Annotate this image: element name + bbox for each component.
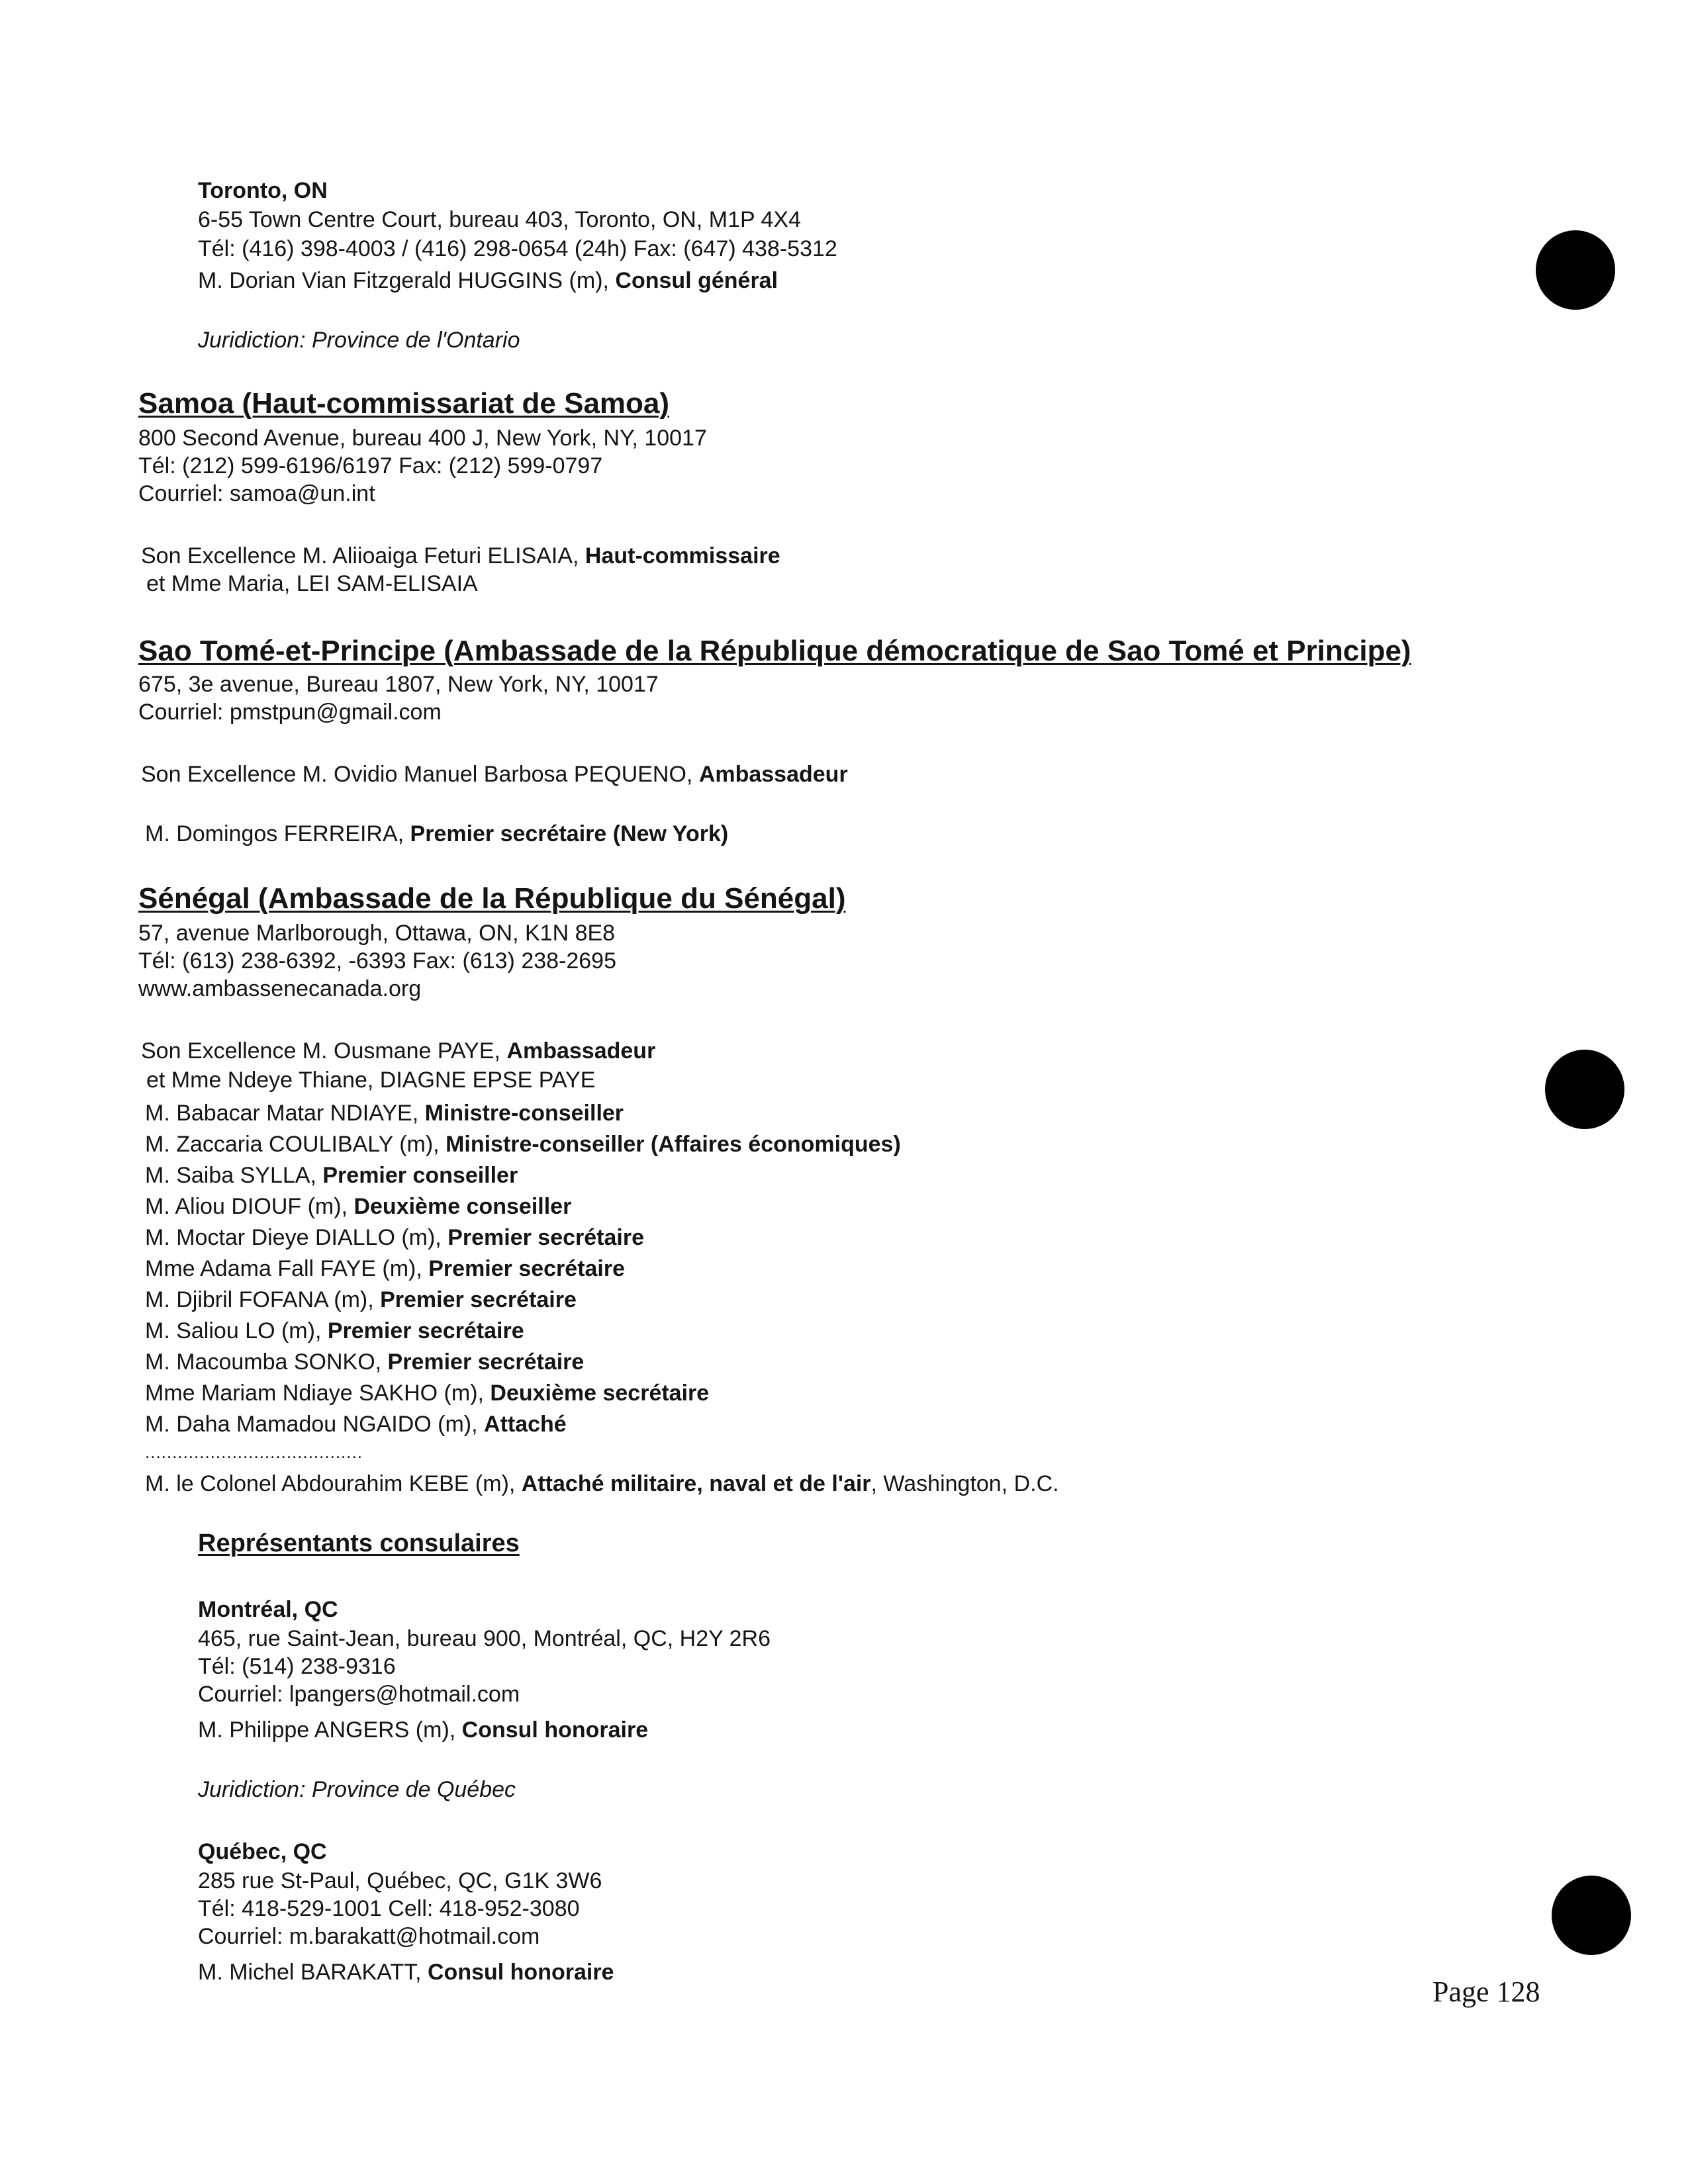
- toronto-address: 6-55 Town Centre Court, bureau 403, Toronto, ON, M1P 4X4: [198, 207, 801, 232]
- staff-name: M. Moctar Dieye DIALLO (m),: [145, 1225, 448, 1250]
- staff-title: Premier secrétaire: [327, 1318, 524, 1343]
- senegal-staff-row: [145, 1254, 625, 1283]
- staff-title: Deuxième conseiller: [353, 1194, 572, 1219]
- senegal-staff-row: [145, 1285, 577, 1314]
- saotome-heading: Sao Tomé-et-Principe (Ambassade de la République démocratique de Sao Tomé et Principe): [138, 635, 1411, 667]
- staff-title: Ministre-conseiller: [424, 1101, 624, 1126]
- senegal-staff-row: [145, 1410, 567, 1439]
- senegal-phone: Tél: (613) 238-6392, -6393 Fax: (613) 238-2695: [138, 948, 617, 974]
- staff-title: Premier secrétaire: [387, 1349, 585, 1375]
- saotome-head-name: Son Excellence M. Ovidio Manuel Barbosa PEQUENO,: [141, 762, 699, 787]
- quebec-person-title: Consul honoraire: [428, 1960, 614, 1985]
- montreal-person-name: M. Philippe ANGERS (m),: [198, 1717, 462, 1743]
- montreal-email: Courriel: lpangers@hotmail.com: [198, 1682, 520, 1707]
- montreal-person: [198, 1715, 648, 1745]
- senegal-spouse: et Mme Ndeye Thiane, DIAGNE EPSE PAYE: [146, 1068, 596, 1093]
- staff-title: Premier secrétaire: [380, 1287, 577, 1312]
- staff-name: M. Daha Mamadou NGAIDO (m),: [145, 1412, 485, 1437]
- montreal-address: 465, rue Saint-Jean, bureau 900, Montréal, QC, H2Y 2R6: [198, 1626, 771, 1651]
- senegal-staff-row: [145, 1161, 518, 1190]
- staff-name: M. Saliou LO (m),: [145, 1318, 328, 1343]
- montreal-city: Montréal, QC: [198, 1597, 338, 1622]
- quebec-email: Courriel: m.barakatt@hotmail.com: [198, 1924, 540, 1949]
- staff-name: M. Macoumba SONKO,: [145, 1349, 388, 1375]
- staff-title: Premier conseiller: [322, 1163, 518, 1188]
- samoa-head-title: Haut-commissaire: [585, 543, 780, 569]
- staff-name: M. Djibril FOFANA (m),: [145, 1287, 381, 1312]
- senegal-website: www.ambassenecanada.org: [138, 976, 422, 1001]
- senegal-staff-row: [145, 1316, 524, 1345]
- samoa-email: Courriel: samoa@un.int: [138, 481, 375, 506]
- senegal-staff-row: [145, 1223, 644, 1252]
- toronto-city: Toronto, ON: [198, 178, 328, 203]
- staff-name: Mme Adama Fall FAYE (m),: [145, 1256, 429, 1281]
- toronto-person-title: Consul général: [615, 268, 778, 293]
- senegal-military-attache: [145, 1469, 1059, 1498]
- toronto-person: [198, 266, 778, 295]
- samoa-address: 800 Second Avenue, bureau 400 J, New York, NY, 10017: [138, 426, 707, 451]
- binder-hole-top: [1536, 230, 1615, 310]
- samoa-spouse: et Mme Maria, LEI SAM-ELISAIA: [146, 571, 478, 596]
- staff-name: M. Babacar Matar NDIAYE,: [145, 1101, 425, 1126]
- quebec-city: Québec, QC: [198, 1839, 327, 1864]
- montreal-person-title: Consul honoraire: [461, 1717, 649, 1743]
- military-name: M. le Colonel Abdourahim KEBE (m),: [145, 1471, 522, 1496]
- montreal-phone: Tél: (514) 238-9316: [198, 1654, 396, 1679]
- quebec-address: 285 rue St-Paul, Québec, QC, G1K 3W6: [198, 1868, 602, 1893]
- saotome-staff: [145, 819, 728, 848]
- montreal-jurisdiction: Juridiction: Province de Québec: [198, 1777, 516, 1802]
- binder-hole-middle: [1545, 1050, 1624, 1129]
- samoa-head: [141, 541, 780, 570]
- saotome-address: 675, 3e avenue, Bureau 1807, New York, NY, 10017: [138, 672, 659, 697]
- consular-heading: Représentants consulaires: [198, 1529, 520, 1557]
- binder-hole-bottom: [1552, 1876, 1631, 1955]
- staff-title: Premier secrétaire: [447, 1225, 644, 1250]
- staff-name: M. Aliou DIOUF (m),: [145, 1194, 354, 1219]
- senegal-head-title: Ambassadeur: [506, 1038, 656, 1064]
- samoa-head-name: Son Excellence M. Aliioaiga Feturi ELISAIA,: [141, 543, 585, 569]
- samoa-phone: Tél: (212) 599-6196/6197 Fax: (212) 599-0797: [138, 453, 603, 478]
- staff-name: Mme Mariam Ndiaye SAKHO (m),: [145, 1381, 491, 1406]
- saotome-email: Courriel: pmstpun@gmail.com: [138, 700, 442, 725]
- quebec-phone: Tél: 418-529-1001 Cell: 418-952-3080: [198, 1896, 580, 1921]
- senegal-head: [141, 1036, 655, 1066]
- senegal-head-name: Son Excellence M. Ousmane PAYE,: [141, 1038, 507, 1064]
- senegal-address: 57, avenue Marlborough, Ottawa, ON, K1N 8E8: [138, 921, 616, 946]
- toronto-jurisdiction: Juridiction: Province de l'Ontario: [198, 328, 520, 353]
- saotome-staff-name: M. Domingos FERREIRA,: [145, 821, 410, 846]
- senegal-staff-row: [145, 1379, 709, 1408]
- toronto-person-name: M. Dorian Vian Fitzgerald HUGGINS (m),: [198, 268, 616, 293]
- dotted-separator: ........................................: [145, 1442, 363, 1462]
- page-number: Page 128: [1432, 1976, 1540, 2008]
- toronto-phone: Tél: (416) 398-4003 / (416) 298-0654 (24h) Fax: (647) 438-5312: [198, 236, 837, 261]
- quebec-person-name: M. Michel BARAKATT,: [198, 1960, 428, 1985]
- saotome-head-title: Ambassadeur: [698, 762, 848, 787]
- staff-title: Ministre-conseiller (Affaires économiques): [445, 1132, 901, 1157]
- senegal-staff-row: [145, 1192, 571, 1221]
- staff-name: M. Zaccaria COULIBALY (m),: [145, 1132, 446, 1157]
- samoa-heading: Samoa (Haut-commissariat de Samoa): [138, 387, 670, 420]
- senegal-staff-row: [145, 1099, 624, 1128]
- staff-title: Deuxième secrétaire: [490, 1381, 710, 1406]
- senegal-heading: Sénégal (Ambassade de la République du Sénégal): [138, 882, 846, 915]
- senegal-staff-row: [145, 1347, 584, 1377]
- quebec-person: [198, 1958, 614, 1987]
- senegal-staff-row: [145, 1130, 901, 1159]
- military-title: Attaché militaire, naval et de l'air: [521, 1471, 871, 1496]
- staff-title: Premier secrétaire: [428, 1256, 626, 1281]
- military-place: , Washington, D.C.: [870, 1471, 1059, 1496]
- saotome-staff-title: Premier secrétaire (New York): [410, 821, 729, 846]
- staff-name: M. Saiba SYLLA,: [145, 1163, 323, 1188]
- saotome-head: [141, 760, 848, 789]
- staff-title: Attaché: [484, 1412, 567, 1437]
